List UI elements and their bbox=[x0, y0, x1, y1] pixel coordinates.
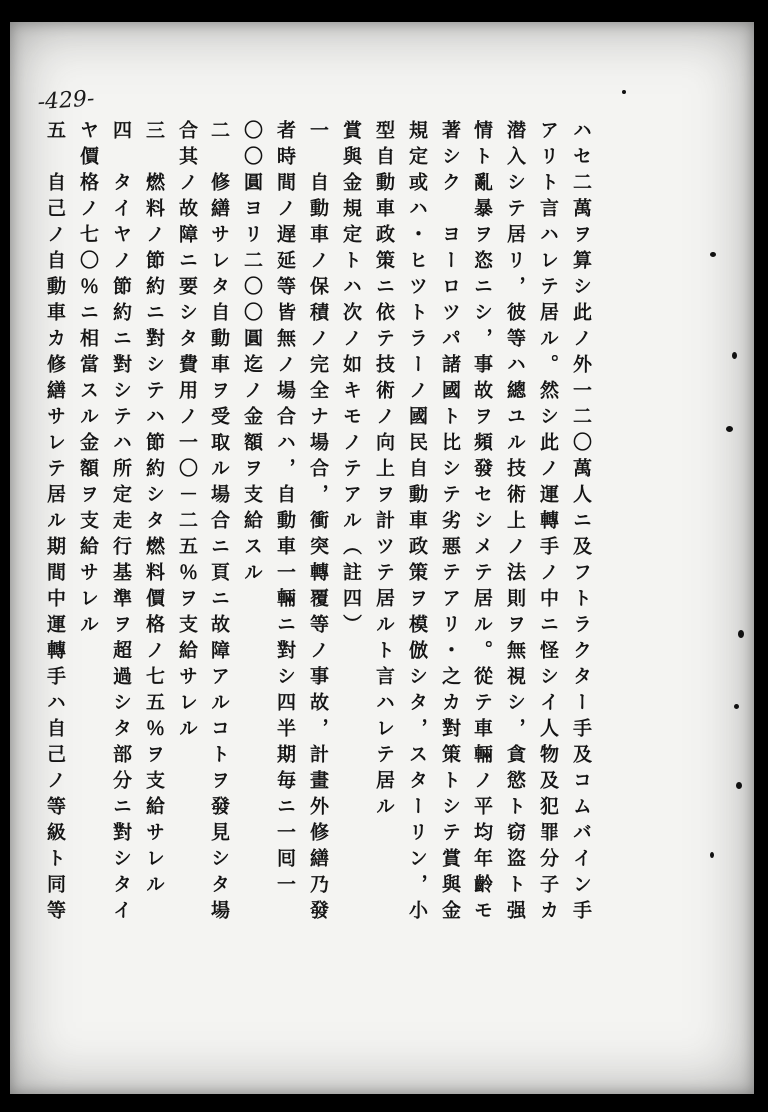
item-2-line-2: 合其ノ故障ニ要シタ費用ノ一〇－二五％ヲ支給サレル bbox=[176, 120, 198, 744]
item-5: 五 自己ノ自動車カ修繕サレテ居ル期間中運轉手ハ自己ノ等級ト同等 bbox=[44, 120, 66, 926]
text-column-5: 著シク ヨーロツパ諸國ト比シテ劣悪テアリ・之カ對策トシテ賞與金 bbox=[439, 120, 461, 926]
text-column-7: 型自動車政策ニ依テ技術ノ向上ヲ計ツテ居ルト言ハレテ居ル bbox=[373, 120, 395, 822]
text-column-2: アリト言ハレテ居ル。然シ此ノ運轉手ノ中ニ怪シイ人物及犯罪分子カ bbox=[537, 120, 559, 926]
text-column-8: 賞與金規定トハ次ノ如キモノテアル（註四） bbox=[340, 120, 362, 640]
page-number: -429- bbox=[36, 86, 96, 116]
item-4-line-1: 四 タイヤノ節約ニ對シテハ所定走行基準ヲ超過シタ部分ニ對シタイ bbox=[110, 120, 132, 926]
text-column-6: 規定或ハ・ヒツトラーノ國民自動車政策ヲ模倣シタ，スターリン，小 bbox=[406, 120, 428, 926]
item-1-line-1: 一 自動車ノ保積ノ完全ナ場合，衝突轉覆等ノ事故，計畫外修繕乃發 bbox=[307, 120, 329, 926]
item-4-line-2: ヤ價格ノ七〇％ニ相當スル金額ヲ支給サレル bbox=[77, 120, 99, 640]
item-3: 三 燃料ノ節約ニ對シテハ節約シタ燃料價格ノ七五％ヲ支給サレル bbox=[143, 120, 165, 900]
item-1-line-3: 〇〇圓ヨリ二〇〇圓迄ノ金額ヲ支給スル bbox=[241, 120, 263, 588]
text-column-1: ハセ二萬ヲ算シ此ノ外一二〇萬人ニ及フトラクター手及コムバイン手 bbox=[570, 120, 592, 926]
item-2-line-1: 二 修繕サレタ自動車ヲ受取ル場合ニ頁ニ故障アルコトヲ發見シタ場 bbox=[208, 120, 230, 926]
text-column-3: 潜入シテ居リ，彼等ハ總ユル技術上ノ法則ヲ無視シ，貪慾ト窃盗ト强 bbox=[504, 120, 526, 926]
text-column-4: 情ト亂暴ヲ恣ニシ，事故ヲ頻發セシメテ居ル。從テ車輛ノ平均年齡モ bbox=[471, 120, 493, 926]
item-1-line-2: 者時間ノ遅延等皆無ノ場合ハ，自動車一輛ニ對シ四半期毎ニ一囘一 bbox=[274, 120, 296, 900]
